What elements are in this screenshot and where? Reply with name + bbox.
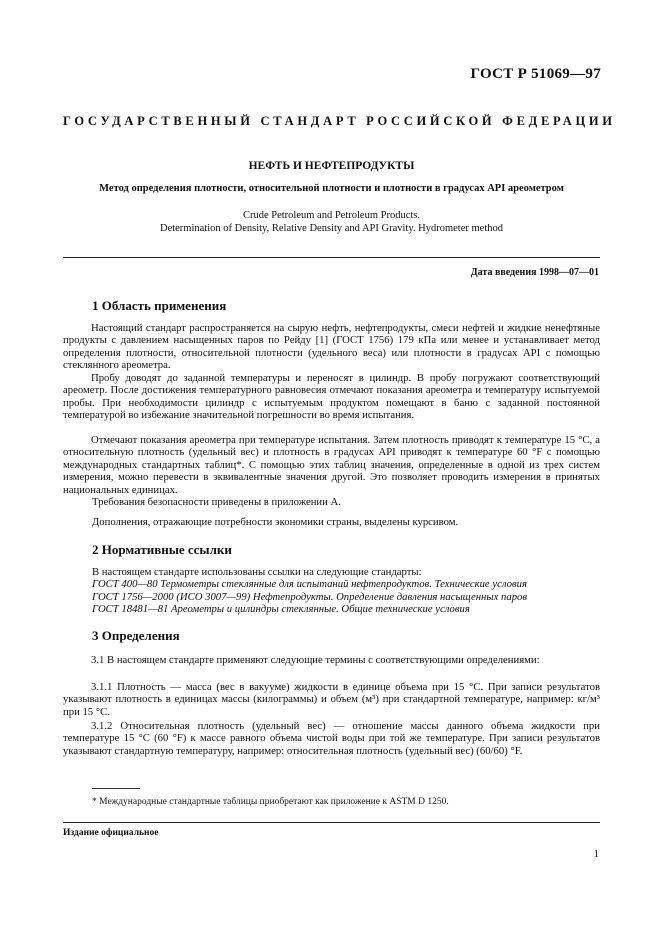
state-standard-banner: ГОСУДАРСТВЕННЫЙ СТАНДАРТ РОССИЙСКОЙ ФЕДЕРАЦИИ: [63, 114, 616, 128]
reference-item: ГОСТ 400—80 Термометры стеклянные для испытаний нефтепродуктов. Технические условия: [92, 578, 527, 590]
edition-label: Издание официальное: [63, 828, 159, 838]
page-number: 1: [593, 848, 599, 860]
english-title: [63, 209, 600, 235]
english-title-line-1: Crude Petroleum and Petroleum Products.: [242, 210, 420, 221]
section-1-paragraph-1: Настоящий стандарт распространяется на сырую нефть, нефтепродукты, смеси нефтей и жидкие ненефтяные продукты с давлением насыщенных паров по Рейду [1] (ГОСТ 1756) 179 кПа или менее и устанавливает метод определения плотности, относительной плотности (удельного веса) или плотности в градусах API с помощью стеклянного ареометра.: [63, 322, 600, 372]
standard-code: ГОСТ Р 51069—97: [470, 66, 601, 82]
header-divider: [63, 257, 600, 258]
section-2-intro: В настоящем стандарте использованы ссылки на следующие стандарты:: [92, 566, 422, 578]
introduction-date: Дата введения 1998—07—01: [470, 267, 599, 278]
section-3-heading: 3 Определения: [92, 628, 180, 643]
section-1-paragraph-2: Пробу доводят до заданной температуры и переносят в цилиндр. В пробу погружают соответствующий ареометр. После достижения температурного равновесия отмечают показания ареометра и температуру испытуемой пробы. При необходимости цилиндр с испытуемым продуктом помещают в баню с заданной постоянной температурой во избежание значительной погрешности во время испытания.: [63, 372, 600, 422]
footnote-divider: [92, 788, 140, 789]
definition-3-1: 3.1 В настоящем стандарте применяют следующие термины с соответствующими определениями:: [91, 654, 540, 666]
section-1-paragraph-3: Отмечают показания ареометра при температуре испытания. Затем плотность приводят к температуре 15 °С, а относительную плотность (удельный вес) и плотность в градусах API приводят к температуре 60 °F с помощью международных стандартных таблиц*. С помощью этих таблиц значения, определенные в одной из трех систем измерения, можно перевести в эквивалентные значения другой. Это позволяет проводить измерения в принятых национальных единицах.: [63, 434, 600, 496]
footnote: * Международные стандартные таблицы приобретают как приложение к ASTM D 1250.: [92, 797, 449, 807]
definition-3-1-1: 3.1.1 Плотность — масса (вес в вакууме) жидкости в единице объема при 15 °С. При записи результатов указывают плотность в единицах массы (килограммы) и объем (м³) при стандартной температуре, например: кг/м³ при 15 °С.: [63, 681, 600, 718]
section-1-paragraph-5: Дополнения, отражающие потребности экономики страны, выделены курсивом.: [92, 516, 459, 528]
reference-item: ГОСТ 1756—2000 (ИСО 3007—99) Нефтепродукты. Определение давления насыщенных паров: [92, 591, 528, 603]
document-subtitle: Метод определения плотности, относительной плотности и плотности в градусах API ареометром: [99, 183, 564, 194]
english-title-line-2: Determination of Density, Relative Density and API Gravity. Hydrometer method: [159, 223, 504, 234]
section-2-heading: 2 Нормативные ссылки: [92, 542, 232, 557]
footer-divider: [63, 822, 600, 823]
reference-item: ГОСТ 18481—81 Ареометры и цилиндры стеклянные. Общие технические условия: [92, 603, 470, 615]
section-1-heading: 1 Область применения: [92, 298, 227, 313]
definition-3-1-2: 3.1.2 Относительная плотность (удельный вес) — отношение массы данного объема жидкости при температуре 15 °С (60 °F) к массе равного объема чистой воды при той же температуре. При записи результатов указывают стандартную температуру, например: относительная плотность (удельный вес) (60/60) °F.: [63, 720, 600, 757]
document-title: НЕФТЬ И НЕФТЕПРОДУКТЫ: [248, 160, 415, 172]
section-1-paragraph-4: Требования безопасности приведены в приложении А.: [92, 496, 341, 508]
